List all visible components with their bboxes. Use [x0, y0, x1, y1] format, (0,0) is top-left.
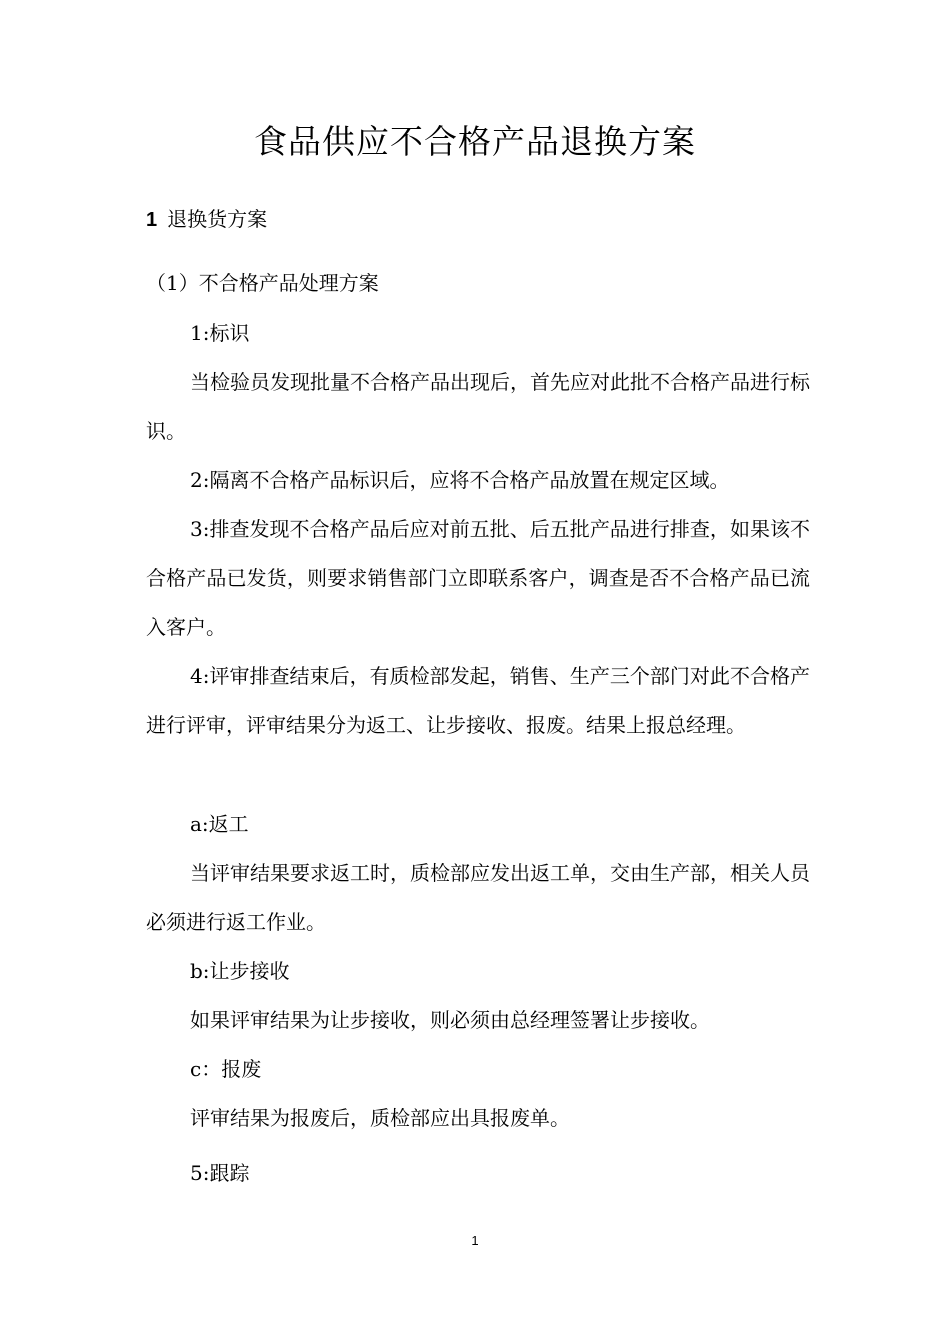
paragraph: 当评审结果要求返工时，质检部应发出返工单，交由生产部，相关人员必须进行返工作业。 [146, 861, 810, 934]
page-number: 1 [471, 1233, 479, 1248]
subsection-heading: （1）不合格产品处理方案 [146, 271, 379, 295]
section-heading [146, 204, 267, 235]
paragraph: 评审结果为报废后，质检部应出具报废单。 [190, 1106, 570, 1130]
paragraph: 3:排查发现不合格产品后应对前五批、后五批产品进行排查，如果该不合格产品已发货，则要求销售部门立即联系客户，调查是否不合格产品已流入客户。 [146, 517, 810, 639]
paragraph: 2:隔离不合格产品标识后，应将不合格产品放置在规定区域。 [190, 468, 730, 492]
document-title: 食品供应不合格产品退换方案 [254, 122, 696, 161]
paragraph: 如果评审结果为让步接收，则必须由总经理签署让步接收。 [190, 1008, 710, 1032]
paragraph-item-heading: a:返工 [190, 812, 249, 836]
paragraph-item-heading: 5:跟踪 [190, 1161, 250, 1185]
paragraph-item-heading: c：报废 [190, 1057, 262, 1081]
paragraph-item-heading: 1:标识 [190, 321, 250, 345]
section-label: 退换货方案 [167, 207, 268, 231]
paragraph-item-heading: b:让步接收 [190, 959, 290, 983]
paragraph: 4:评审排查结束后，有质检部发起，销售、生产三个部门对此不合格产进行评审，评审结果分为返工、让步接收、报废。结果上报总经理。 [146, 664, 810, 737]
section-number: 1 [146, 209, 158, 231]
paragraph: 当检验员发现批量不合格产品出现后，首先应对此批不合格产品进行标识。 [146, 370, 810, 443]
